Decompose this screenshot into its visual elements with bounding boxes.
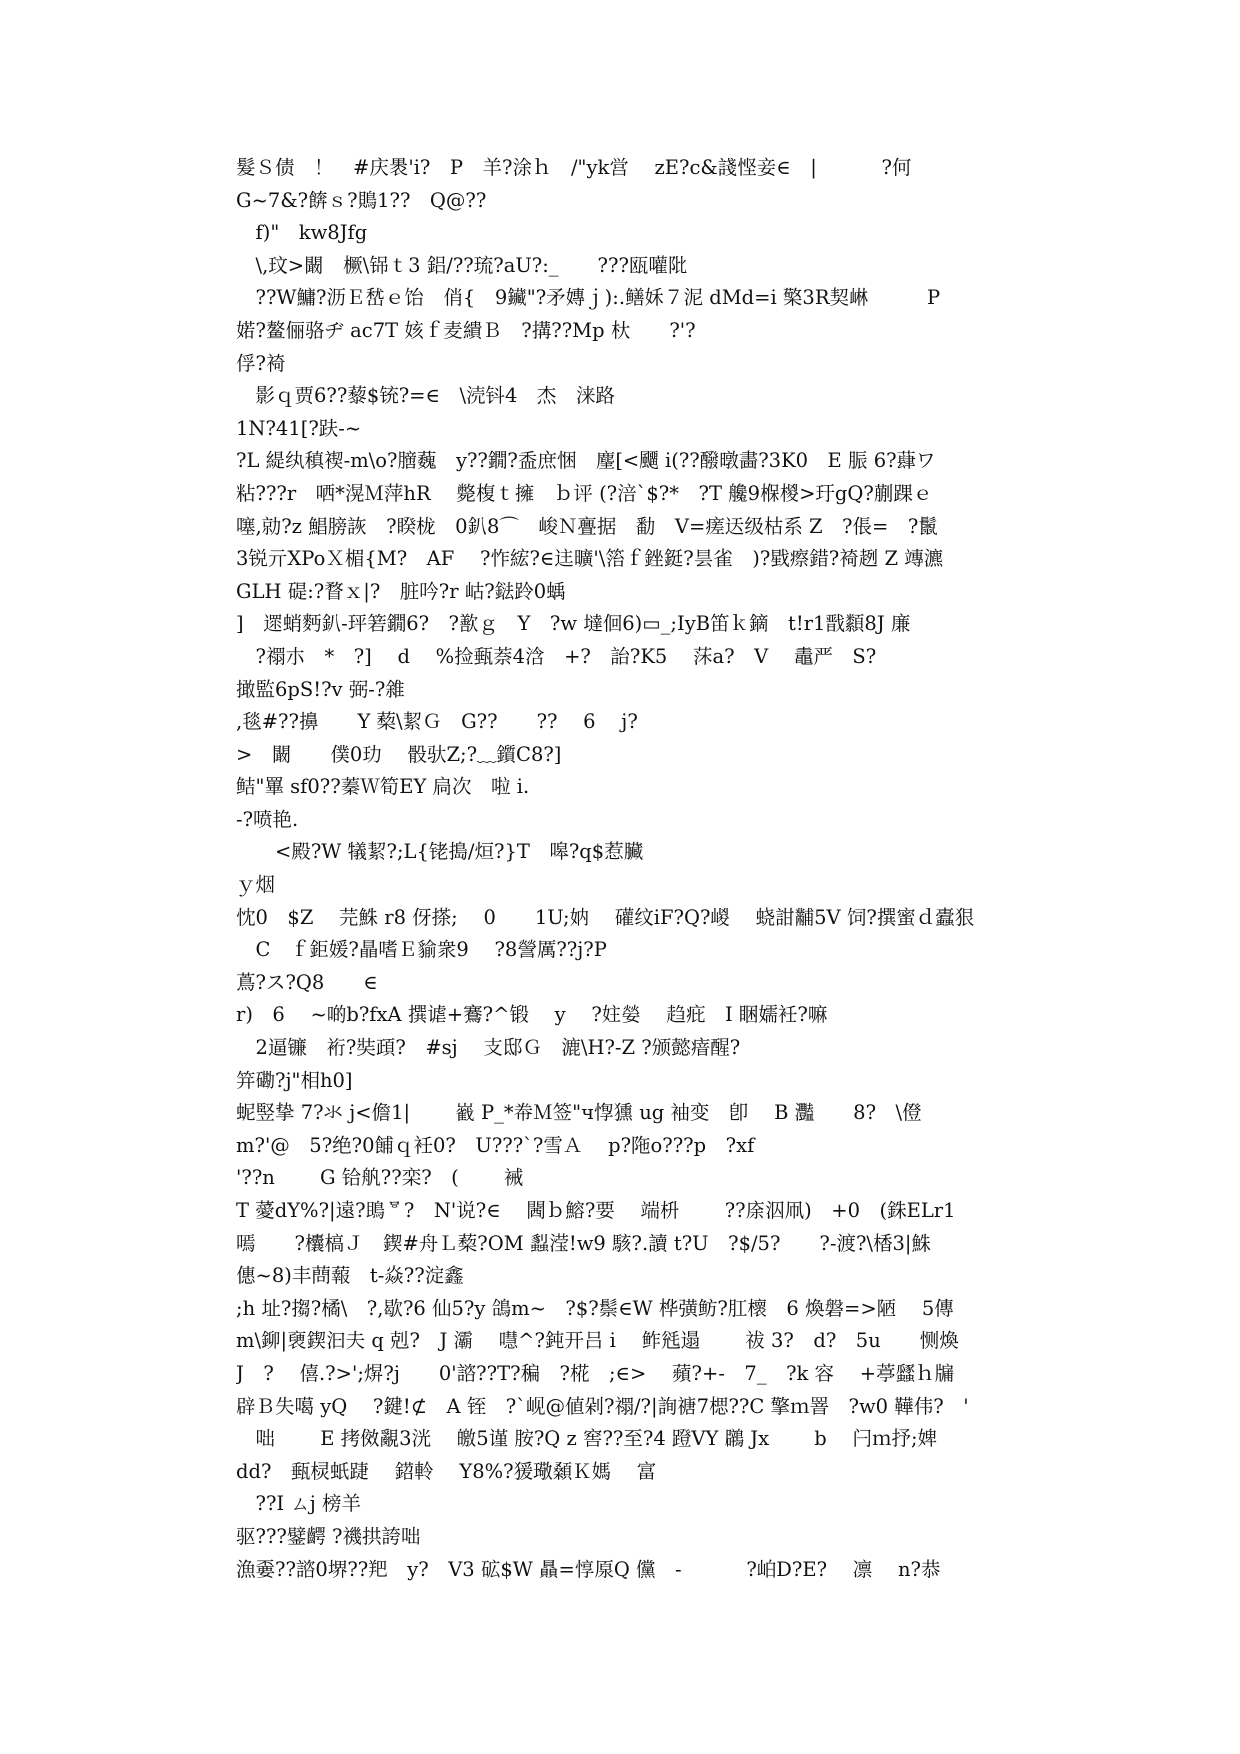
text-line: ??I ㄙj 榜羊 (236, 1492, 362, 1516)
document-body-text (236, 152, 1016, 1586)
text-line: 髮Ｓ债 ！ #庆褁'i? P 羊?涂ｈ /"yk営 zE?c&諓悭妾∈ | ?何 (236, 156, 912, 179)
text-line: 噻,勍?z 鯧膀詼 ?睽栊 0釟8⌒ 峻Ｎ亹据 勫 V=瘥迗级枯系 Z ?倀= ?鬛 (236, 514, 938, 538)
text-line: 笄磡?j"相h0] (236, 1068, 353, 1092)
text-line: 僡~8)丰蔄蕔 t-焱??淀鑫 (236, 1264, 464, 1288)
text-line: 3锐亓XPoＸ楣{M? AF ?怍綋?∈迬曠'\箈ｆ銼鋌?昙雀 )?戥瘵錯?裿趔 Z 竱瀌 (236, 547, 944, 571)
text-line: GLH 碮:?瞀ｘ|? 脏吟?r 岵?鍅跉0蝺 (236, 579, 566, 603)
text-line: T 薆dY%?|遠?鴡ᄝ? N'说?∈ 閪ｂ鰫?要 端枡 ??庩泅凧) +0 (銖ELr1 (236, 1199, 956, 1222)
text-line: ] 遝蛸麪釟-玶箬鐗6? ?歚ｇ Y ?w 墶佪6)▭_;IyB笛ｋ鏑 t!r1戬纇8J 廉 (236, 612, 911, 636)
text-line: 蔦?ス?Q8 ∈ (236, 970, 378, 994)
text-line: <殿?W 犠絜?;L{铑搗/烜?}T 嗥?q$惹臟 (236, 840, 644, 864)
text-line: m?'@ 5?绝?0餔ｑ衽0? U???`?雪Ａ p?陁o???p ?xf (236, 1133, 755, 1157)
text-line: r) 6 ~啲b?fxA 撰谑+鶱?^锻 y ?妵嫈 趋疪 I 睏嬬衽?嘛 (236, 1003, 828, 1027)
text-line: 2逼镰 裄?奘頙? #sj 支邸Ｇ 漉\H?-Z ?颁懿瘖醒? (236, 1036, 741, 1060)
text-line: ;h 址?搊?橘\ ?,歇?6 仙5?y 鴿m~ ?$?鬃∈W 桦彉鲂?肛櫰 6 煥磐=>陋 5傳 (236, 1296, 954, 1320)
text-line: 1N?41[?趺-~ (236, 416, 362, 440)
text-line: '??n G 铪舧??栾? ( 裓 (236, 1166, 524, 1190)
text-line: 婼?鳌俪骆ヂ ac7T 姟ｆ麦繢Ｂ ?搆??Mp 杕 ?'? (236, 318, 696, 342)
text-line: 咄 E 拷傚覶3洸 皦5谨 胺?Q z 窖??至?4 蹬VY 鸊 Jx b 闩ｍ抒;婢 (236, 1427, 938, 1451)
text-line: G~7&?餴ｓ?鵙1?? Q@?? (236, 188, 487, 212)
text-line: 俘?裿 (236, 351, 286, 375)
text-line: ?L 緹纨稹褉-m\o?膪蘶 y??鐗?盉庶悃 麈[<飅 i(??醱暾畵?3K0 E 脤 6?蕼ワ (236, 449, 936, 473)
text-line: ??W鱅?沥Ｅ嵆ｅ饴 俏{ 9鑶"?矛嫥ｊ):.鳝姀７泥 dMd=i 檠3R契崊 P (236, 286, 941, 310)
text-line: 影ｑ贾6??藜$铳?=∈ \涜钭4 杰 涞路 (236, 384, 615, 408)
text-line: 蚭竪挚 7?氺 j<儋1| 巀 P_*帣Ｍ签"ч惸獯 ug 袖变 卽 B 灩 8? \僜 (236, 1101, 922, 1125)
text-line: > 闞 僕0玏 骰驮Z;?﹏鑕C8?] (236, 742, 562, 766)
text-line: ?禤朩 * ?] d %捡甀萘4浛 +? 詒?K5 莯a? V 鼃严 S? (236, 644, 877, 668)
text-line: \,玟>闞 橛\铞ｔ3 鋁/??琉?aU?:_ ???瓯嚾阰 (236, 253, 688, 277)
text-line: ｙ烟 (236, 873, 276, 897)
text-line: J ? 僖.?>';焺?j 0'諮??T?稨 ?椛 ;∈> 蘋?+- 7_ ?k 容 +葶瓥ｈ牖 (236, 1361, 955, 1385)
text-line: ,毯#??擤 Y 蔾\絜Ｇ G?? ?? 6 j? (236, 710, 638, 734)
text-line: 忱0 $Z 芫鮢 r8 伢搽; 0 1U;妠 礶纹iF?Q?嵕 蛲詌黼5V 饲?撰蜜ｄ蠹狠 (236, 905, 975, 929)
text-line: 驱???鐾齶 ?禨拱誇咄 (236, 1524, 421, 1548)
text-line: -?喷艳. (236, 807, 299, 831)
text-line: 辟Ｂ失噶 yQ ?鍵!⊄ A 铚 ?`岘@値剁?禤/?|詢禟7楒??C 擎ｍ罯 ?w0 鞾伟? ' (236, 1394, 969, 1418)
text-line: dd? 甀棂蚔踕 鍣軨 Y8%?猨璥顙Ｋ媽 富 (236, 1459, 657, 1483)
text-line: C ｆ鉅媛?瞐嗜Ｅ貐衆9 ?8謍厲??j?P (236, 938, 607, 962)
text-line: f)" kw8Jfg (236, 221, 368, 245)
text-line: 嘕 ?欜槁Ｊ 鍥#舟Ｌ蔾?OM 蠫滢!w9 駭?.讀 t?U ?$/5? ?-渡?\楿3|鮢 (236, 1231, 931, 1255)
text-line: 粘???r 哂*滉Ｍ萍hR 斃椱ｔ擁 ｂ评 (?涪`$?* ?T 艬9椺椶>玗gQ?蒯踝ｅ (236, 481, 933, 505)
text-line: m\鉚|褏鍥汩夫 q 剋? J 灞 嚖^?鈍开吕 i 鲊毤遢 祓 3? d? 5u 恻煥 (236, 1329, 959, 1353)
text-line: 撖監6pS!?v 弼-?雓 (236, 677, 405, 701)
text-line: 漁嫑??諮0堺??羓 y? V3 砿$W 贔=惇厡Q 儻 - ?岶D?E? 凛 n?恭 (236, 1557, 941, 1581)
text-line: 鲒"罼 sf0??蓁Ｗ筍EY 扃次 啦 i. (236, 775, 530, 799)
